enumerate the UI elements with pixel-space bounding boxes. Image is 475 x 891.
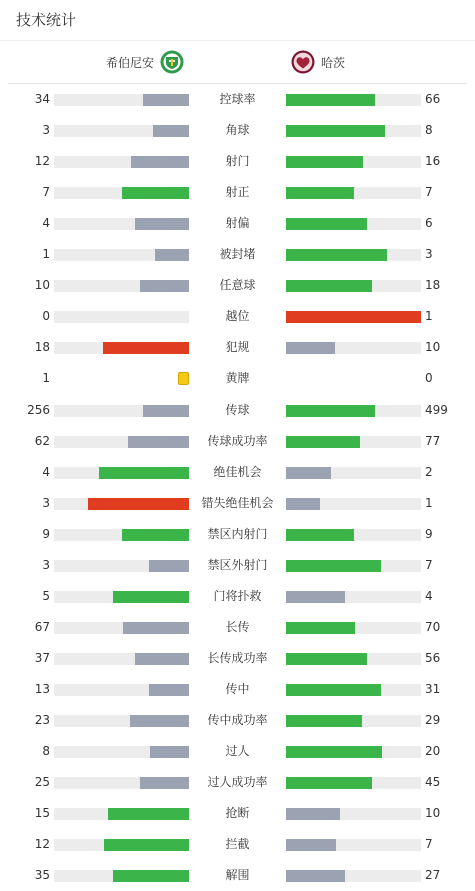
away-bar-track xyxy=(286,280,421,292)
home-bar-track xyxy=(54,94,189,106)
home-bar-fill xyxy=(149,560,190,572)
stat-row xyxy=(0,736,475,767)
home-value: 13 xyxy=(34,681,50,696)
away-value: 7 xyxy=(425,837,433,852)
away-bar-fill xyxy=(286,249,387,261)
away-value: 7 xyxy=(425,185,433,200)
home-value: 256 xyxy=(27,402,50,417)
home-bar-fill xyxy=(149,684,190,696)
stat-row xyxy=(0,332,475,363)
stat-label: 射正 xyxy=(225,185,250,200)
away-value: 10 xyxy=(425,340,441,355)
stat-row xyxy=(0,426,475,457)
away-bar-fill xyxy=(286,839,336,851)
home-bar-track xyxy=(54,280,189,292)
home-team[interactable] xyxy=(106,49,184,75)
away-bar-fill xyxy=(286,591,345,603)
home-bar-track xyxy=(54,746,189,758)
home-value: 62 xyxy=(34,433,50,448)
home-bar-fill xyxy=(143,94,189,106)
away-bar-fill xyxy=(286,715,362,727)
away-bar-track xyxy=(286,715,421,727)
stat-row xyxy=(0,643,475,674)
stat-label: 角球 xyxy=(225,123,250,138)
home-bar-track xyxy=(54,125,189,137)
away-value: 2 xyxy=(425,464,433,479)
away-value: 27 xyxy=(425,868,441,883)
home-bar-fill xyxy=(103,342,189,354)
home-bar-fill xyxy=(140,280,189,292)
away-bar-track xyxy=(286,498,421,510)
stat-label: 传中 xyxy=(225,681,250,696)
home-value: 15 xyxy=(34,806,50,821)
away-bar-track xyxy=(286,560,421,572)
away-bar-track xyxy=(286,218,421,230)
away-value: 16 xyxy=(425,154,441,169)
stat-label: 门将扑救 xyxy=(213,588,262,603)
away-bar-fill xyxy=(286,498,320,510)
stat-row xyxy=(0,115,475,146)
home-bar-track xyxy=(54,622,189,634)
stat-label: 黄牌 xyxy=(225,371,250,386)
stat-label: 禁区内射门 xyxy=(207,526,268,541)
stat-row xyxy=(0,705,475,736)
home-value: 1 xyxy=(42,247,50,262)
home-value: 8 xyxy=(42,744,50,759)
stat-row xyxy=(0,395,475,426)
hearts-crest-icon xyxy=(291,50,315,74)
home-bar-track xyxy=(54,342,189,354)
home-bar-track xyxy=(54,218,189,230)
home-bar-fill xyxy=(123,622,189,634)
away-bar-fill xyxy=(286,529,354,541)
home-bar-fill xyxy=(128,436,189,448)
stat-row xyxy=(0,208,475,239)
stat-label: 长传成功率 xyxy=(207,650,268,665)
stat-label: 被封堵 xyxy=(219,247,256,262)
away-bar-fill xyxy=(286,125,385,137)
away-bar-track xyxy=(286,405,421,417)
home-bar-fill xyxy=(135,218,189,230)
home-value: 34 xyxy=(34,92,50,106)
stat-row xyxy=(0,860,475,891)
away-bar-fill xyxy=(286,280,372,292)
away-bar-fill xyxy=(286,746,382,758)
home-value: 67 xyxy=(34,619,50,634)
away-bar-track xyxy=(286,125,421,137)
away-value: 4 xyxy=(425,588,433,603)
away-value: 3 xyxy=(425,247,433,262)
home-bar-track xyxy=(54,591,189,603)
away-value: 29 xyxy=(425,713,441,727)
away-bar-track xyxy=(286,684,421,696)
home-value: 3 xyxy=(42,557,50,572)
home-value: 10 xyxy=(34,278,50,293)
stat-label: 犯规 xyxy=(225,340,250,355)
away-value: 31 xyxy=(425,681,441,696)
teams-header xyxy=(8,41,467,84)
away-bar-track xyxy=(286,653,421,665)
home-bar-fill xyxy=(88,498,189,510)
home-team-name: 希伯尼安 xyxy=(105,55,154,70)
away-bar-track xyxy=(286,622,421,634)
away-value: 0 xyxy=(425,371,433,386)
away-value: 77 xyxy=(425,433,441,448)
stat-row xyxy=(0,519,475,550)
away-bar-track xyxy=(286,839,421,851)
away-value: 66 xyxy=(425,92,441,106)
home-bar-fill xyxy=(155,249,189,261)
home-bar-track xyxy=(54,529,189,541)
home-value: 3 xyxy=(42,123,50,138)
away-value: 18 xyxy=(425,278,441,293)
home-bar-track xyxy=(54,405,189,417)
home-value: 5 xyxy=(42,588,50,603)
home-value: 37 xyxy=(34,650,50,665)
stat-label: 抢断 xyxy=(225,806,250,821)
home-bar-fill xyxy=(143,405,189,417)
stat-row xyxy=(0,581,475,612)
home-bar-track xyxy=(54,436,189,448)
home-value: 12 xyxy=(34,837,50,852)
away-value: 499 xyxy=(425,402,448,417)
home-bar-fill xyxy=(122,529,190,541)
away-bar-fill xyxy=(286,436,360,448)
away-bar-track xyxy=(286,187,421,199)
away-bar-track xyxy=(286,342,421,354)
stat-row xyxy=(0,829,475,860)
away-bar-track xyxy=(286,311,421,323)
stat-label: 过人 xyxy=(225,744,250,759)
home-bar-fill xyxy=(150,746,189,758)
away-bar-track xyxy=(286,249,421,261)
home-bar-track xyxy=(54,684,189,696)
stat-row xyxy=(0,146,475,177)
stat-row xyxy=(0,84,475,115)
stat-row xyxy=(0,674,475,705)
away-bar-fill xyxy=(286,560,381,572)
home-bar-track xyxy=(54,715,189,727)
stat-label: 射门 xyxy=(225,154,250,169)
stat-label: 射偏 xyxy=(225,216,250,231)
home-value: 35 xyxy=(34,868,50,883)
home-bar-fill xyxy=(135,653,189,665)
home-value: 12 xyxy=(34,154,50,169)
stat-label: 传球成功率 xyxy=(207,433,268,448)
stat-row xyxy=(0,270,475,301)
stat-row xyxy=(0,363,475,394)
home-bar-track xyxy=(54,156,189,168)
stat-label: 越位 xyxy=(225,309,250,324)
away-value: 7 xyxy=(425,557,433,572)
home-bar-track xyxy=(54,467,189,479)
home-bar-track xyxy=(54,560,189,572)
away-bar-fill xyxy=(286,342,335,354)
home-bar-track xyxy=(54,653,189,665)
stat-row xyxy=(0,767,475,798)
away-value: 45 xyxy=(425,775,441,790)
section-title: 技术统计 xyxy=(0,0,475,41)
home-value: 1 xyxy=(42,371,50,386)
home-bar-fill xyxy=(113,870,189,882)
away-bar-track xyxy=(286,467,421,479)
away-bar-fill xyxy=(286,156,363,168)
away-bar-fill xyxy=(286,684,381,696)
home-bar-fill xyxy=(108,808,189,820)
away-bar-fill xyxy=(286,808,340,820)
stat-label: 错失绝佳机会 xyxy=(201,495,274,510)
away-bar-fill xyxy=(286,187,354,199)
away-bar-fill xyxy=(286,622,355,634)
away-bar-track xyxy=(286,529,421,541)
away-bar-track xyxy=(286,591,421,603)
away-bar-fill xyxy=(286,94,375,106)
stat-row xyxy=(0,550,475,581)
away-bar-track xyxy=(286,746,421,758)
away-value: 56 xyxy=(425,650,441,665)
home-bar-fill xyxy=(153,125,189,137)
home-bar-fill xyxy=(130,715,189,727)
stat-label: 传球 xyxy=(225,402,250,417)
home-value: 3 xyxy=(42,495,50,510)
home-bar-fill xyxy=(99,467,189,479)
stat-row xyxy=(0,301,475,332)
stat-label: 拦截 xyxy=(225,837,250,852)
stat-row xyxy=(0,457,475,488)
away-value: 20 xyxy=(425,744,441,759)
stat-label: 解围 xyxy=(225,868,250,883)
stat-row xyxy=(0,798,475,829)
away-bar-track xyxy=(286,808,421,820)
away-bar-fill xyxy=(286,653,367,665)
stat-row xyxy=(0,612,475,643)
home-value: 4 xyxy=(42,464,50,479)
away-value: 70 xyxy=(425,619,441,634)
stat-label: 禁区外射门 xyxy=(207,557,268,572)
home-bar-track xyxy=(54,870,189,882)
home-bar-track xyxy=(54,808,189,820)
hibernian-crest-icon xyxy=(160,50,184,74)
home-bar-fill xyxy=(131,156,189,168)
home-bar-track xyxy=(54,777,189,789)
home-value: 4 xyxy=(42,216,50,231)
home-value: 9 xyxy=(42,526,50,541)
home-value: 0 xyxy=(42,309,50,324)
away-bar-track xyxy=(286,436,421,448)
away-bar-fill xyxy=(286,467,331,479)
home-bar-track xyxy=(54,839,189,851)
home-bar-fill xyxy=(122,187,190,199)
home-bar-fill xyxy=(140,777,189,789)
stat-label: 任意球 xyxy=(219,278,256,293)
stat-label: 长传 xyxy=(225,619,250,634)
away-bar-track xyxy=(286,777,421,789)
away-bar-track xyxy=(286,870,421,882)
stat-label: 绝佳机会 xyxy=(213,464,262,479)
away-bar-fill xyxy=(286,311,421,323)
away-bar-track xyxy=(286,94,421,106)
home-bar-fill xyxy=(113,591,189,603)
yellow-card-icon xyxy=(178,372,189,385)
home-value: 7 xyxy=(42,185,50,200)
away-team-name: 哈茨 xyxy=(321,55,346,70)
home-value: 23 xyxy=(34,713,50,727)
away-bar-fill xyxy=(286,405,375,417)
home-value: 18 xyxy=(34,340,50,355)
away-value: 9 xyxy=(425,526,433,541)
away-value: 1 xyxy=(425,495,433,510)
home-bar-track xyxy=(54,249,189,261)
stat-label: 传中成功率 xyxy=(207,713,268,727)
away-value: 6 xyxy=(425,216,433,231)
away-bar-fill xyxy=(286,777,372,789)
away-bar-track xyxy=(286,156,421,168)
stat-label: 控球率 xyxy=(219,92,256,106)
home-bar-track xyxy=(54,187,189,199)
stat-row xyxy=(0,488,475,519)
away-value: 10 xyxy=(425,806,441,821)
home-value: 25 xyxy=(34,775,50,790)
away-team[interactable] xyxy=(291,49,345,75)
away-bar-fill xyxy=(286,870,345,882)
home-bar-track xyxy=(54,498,189,510)
stat-row xyxy=(0,239,475,270)
home-bar-track xyxy=(54,311,189,323)
away-bar-fill xyxy=(286,218,367,230)
stat-label: 过人成功率 xyxy=(207,775,268,790)
away-value: 1 xyxy=(425,309,433,324)
stat-row xyxy=(0,177,475,208)
away-value: 8 xyxy=(425,123,433,138)
home-bar-fill xyxy=(104,839,189,851)
